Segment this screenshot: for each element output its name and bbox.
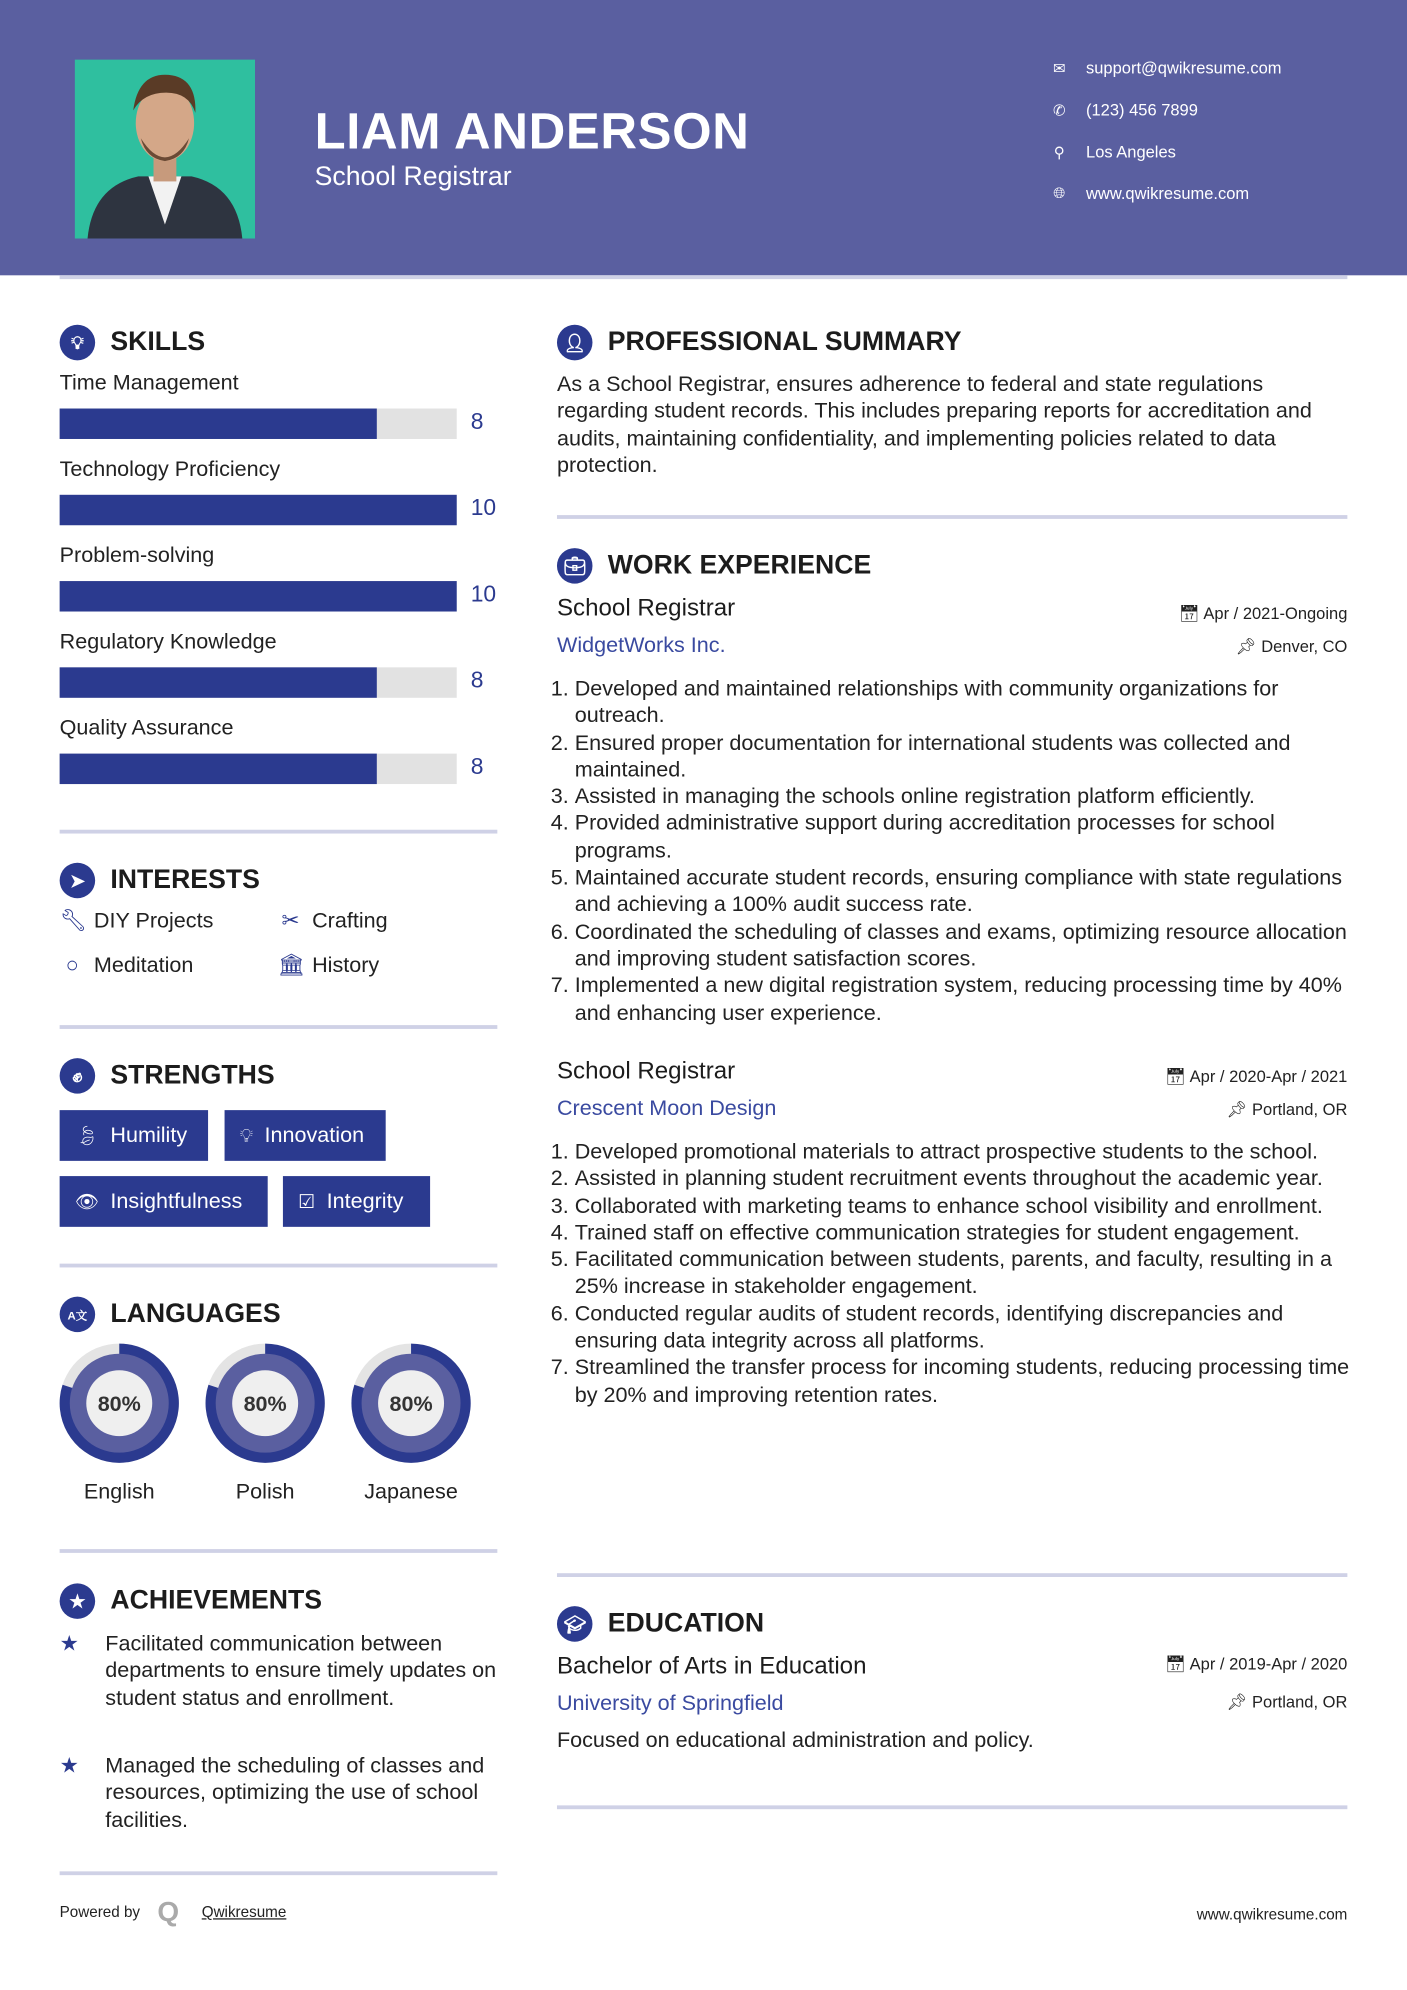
job-title: School Registrar — [556, 595, 736, 622]
education-location — [1226, 1692, 1347, 1712]
language-label: Japanese — [364, 1479, 458, 1504]
languages-heading-text: LANGUAGES — [110, 1299, 281, 1329]
section-divider — [60, 1549, 498, 1553]
strength-tag — [283, 1176, 430, 1227]
fist-icon: ✊︎ — [60, 1058, 96, 1094]
globe-icon: 🌐︎ — [1053, 183, 1066, 202]
duty-item: 5. Facilitated communication between students, parents, and faculty, resulting in a 25% increase in stakeholder engagement. — [575, 1246, 1368, 1300]
interest-label: Meditation — [93, 952, 194, 977]
dates-text: Apr / 2021-Ongoing — [1203, 603, 1348, 623]
achievements-heading — [60, 1583, 322, 1619]
language-ring — [202, 1340, 329, 1467]
interest-label: DIY Projects — [93, 908, 214, 933]
scissors-icon: ✂ — [281, 908, 300, 933]
strength-label: Humility — [110, 1122, 188, 1147]
skill-label: Time Management — [59, 370, 239, 395]
experience-heading — [557, 548, 871, 584]
skill-bar — [60, 495, 457, 525]
degree-title: Bachelor of Arts in Education — [556, 1653, 867, 1680]
qwikresume-logo-icon: Q — [157, 1895, 180, 1928]
skill-label: Quality Assurance — [59, 715, 234, 740]
achievements-heading-text: ACHIEVEMENTS — [110, 1585, 323, 1616]
duty-item: 2. Assisted in planning student recruitment events throughout the academic year. — [575, 1165, 1368, 1192]
dates-text: Apr / 2020-Apr / 2021 — [1189, 1066, 1348, 1087]
interest-item — [60, 953, 194, 978]
contact-website[interactable] — [1050, 184, 1249, 203]
strength-tag — [60, 1176, 268, 1227]
language-percent: 80% — [243, 1390, 287, 1416]
section-divider — [60, 1025, 498, 1029]
skill-bar — [60, 667, 457, 697]
strength-tag — [225, 1110, 386, 1161]
museum-icon: 🏛︎ — [277, 952, 306, 977]
eye-icon: 👁︎ — [74, 1191, 100, 1213]
achievement-text: Facilitated communication between departments to ensure timely updates on student status and enrollment. — [105, 1631, 497, 1710]
skills-heading — [60, 325, 205, 361]
education-heading — [557, 1606, 764, 1642]
skill-value: 10 — [470, 581, 497, 607]
interest-label: Crafting — [312, 908, 388, 933]
section-divider — [60, 830, 498, 834]
education-dates — [1165, 1654, 1347, 1674]
strengths-heading-text: STRENGTHS — [110, 1060, 275, 1090]
duty-item: 6. Coordinated the scheduling of classes and exams, optimizing resource allocation and improving student satisfaction scores. — [575, 918, 1368, 972]
contact-phone[interactable] — [1050, 100, 1197, 119]
email-text: support@qwikresume.com — [1086, 58, 1282, 78]
skill-bar — [60, 409, 457, 439]
summary-heading-text: PROFESSIONAL SUMMARY — [607, 327, 962, 357]
interest-item — [278, 953, 379, 978]
star-badge-icon: ★ — [60, 1583, 96, 1619]
briefcase-user-icon: 💼︎ — [557, 548, 593, 584]
pin-icon: 📌︎ — [1226, 1692, 1253, 1712]
duty-item: 3. Collaborated with marketing teams to enhance school visibility and enrollment. — [575, 1192, 1368, 1219]
skill-label: Problem-solving — [59, 543, 215, 568]
profile-photo — [75, 60, 255, 239]
summary-heading — [557, 325, 962, 361]
language-ring — [56, 1340, 183, 1467]
languages-heading — [60, 1297, 281, 1333]
calendar-icon: 📅︎ — [1178, 603, 1204, 623]
skill-bar — [60, 581, 457, 611]
skill-bar-fill — [60, 754, 378, 784]
experience-heading-text: WORK EXPERIENCE — [607, 550, 872, 580]
envelope-icon: ✉ — [1052, 58, 1066, 77]
section-divider — [557, 515, 1347, 519]
skill-bar-fill — [60, 581, 457, 611]
skill-value: 10 — [470, 494, 497, 521]
interests-heading-text: INTERESTS — [110, 865, 260, 895]
skill-bar-fill — [60, 495, 457, 525]
dates-text: Apr / 2019-Apr / 2020 — [1189, 1654, 1348, 1674]
skill-label: Regulatory Knowledge — [59, 629, 277, 654]
education-heading-text: EDUCATION — [607, 1608, 765, 1638]
language-label: English — [83, 1479, 155, 1504]
section-divider — [60, 1871, 498, 1875]
duty-item: 4. Provided administrative support during accreditation processes for school programs. — [575, 810, 1368, 864]
job-duties — [557, 675, 1368, 1026]
skill-label: Technology Proficiency — [59, 456, 281, 481]
qwikresume-link[interactable]: Qwikresume — [201, 1903, 287, 1921]
graduate-icon: 🎓︎ — [557, 1606, 593, 1642]
candidate-name: LIAM ANDERSON — [314, 104, 750, 160]
header-divider — [60, 275, 1348, 279]
circle-icon: ○ — [65, 952, 79, 977]
duty-item: 5. Maintained accurate student records, ensuring compliance with state regulations and achieving a 100% audit success rate. — [575, 864, 1368, 918]
job-dates — [1179, 604, 1348, 624]
translate-icon: A文 — [60, 1297, 96, 1333]
interests-heading — [60, 863, 260, 899]
strength-label: Innovation — [264, 1122, 365, 1147]
footer-website[interactable]: www.qwikresume.com — [1196, 1905, 1348, 1924]
wrench-icon: 🔧︎ — [59, 908, 88, 933]
leaf-icon: 🍃︎ — [74, 1125, 100, 1147]
skills-heading-text: SKILLS — [110, 327, 206, 357]
calendar-icon: 📅︎ — [1165, 1654, 1190, 1674]
interest-label: History — [312, 952, 380, 977]
duty-item: 2. Ensured proper documentation for international students was collected and maintained. — [575, 729, 1368, 783]
checkbox-icon: ☑ — [298, 1191, 316, 1213]
user-icon: 👤︎ — [557, 325, 593, 361]
duty-item: 6. Conducted regular audits of student records, identifying discrepancies and ensuring data integrity across all platforms. — [575, 1300, 1368, 1354]
achievement-item — [60, 1752, 498, 1833]
calendar-icon: 📅︎ — [1165, 1066, 1190, 1087]
achievement-text: Managed the scheduling of classes and resources, optimizing the use of school facilities. — [105, 1753, 485, 1832]
map-pin-icon: ⚲ — [1053, 142, 1065, 161]
language-label: Polish — [235, 1479, 295, 1504]
skill-value: 8 — [470, 408, 484, 434]
strengths-heading — [60, 1058, 275, 1094]
duty-item: 1. Developed and maintained relationships with community organizations for outreach. — [575, 675, 1368, 729]
paper-plane-icon: ➤ — [60, 863, 96, 899]
job-location — [1236, 637, 1348, 657]
duty-item: 3. Assisted in managing the schools online registration platform efficiently. — [575, 783, 1368, 810]
section-divider — [557, 1805, 1347, 1809]
company-name: Crescent Moon Design — [556, 1096, 777, 1121]
skill-value: 8 — [470, 667, 484, 693]
contact-location — [1050, 142, 1175, 161]
company-name: WidgetWorks Inc. — [556, 633, 726, 658]
skill-bar-fill — [60, 409, 378, 439]
school-name: University of Springfield — [556, 1691, 784, 1716]
skill-bar-fill — [60, 667, 378, 697]
skill-value: 8 — [470, 753, 484, 779]
job-duties — [557, 1138, 1368, 1408]
language-percent: 80% — [97, 1390, 141, 1416]
powered-by-label: Powered by — [59, 1903, 141, 1921]
duty-item: 4. Trained staff on effective communication strategies for student engagement. — [575, 1219, 1368, 1246]
job-title: School Registrar — [556, 1058, 736, 1085]
website-text: www.qwikresume.com — [1086, 183, 1250, 203]
lightbulb-icon: 💡︎ — [60, 325, 96, 361]
candidate-title: School Registrar — [314, 162, 512, 192]
shooting-star-icon: ★ — [59, 1631, 79, 1656]
interest-item — [278, 908, 388, 933]
location-text: Denver, CO — [1261, 636, 1348, 656]
phone-icon: ✆ — [1052, 100, 1066, 119]
language-ring — [348, 1340, 475, 1467]
pin-icon: 📌︎ — [1226, 1099, 1253, 1120]
section-divider — [557, 1573, 1347, 1577]
strength-label: Insightfulness — [110, 1188, 243, 1213]
achievement-item — [60, 1630, 498, 1711]
job-location — [1226, 1100, 1347, 1120]
skill-bar — [60, 754, 457, 784]
interest-item — [60, 908, 214, 933]
language-percent: 80% — [389, 1390, 433, 1416]
summary-text: As a School Registrar, ensures adherence to federal and state regulations regarding student records. This includes preparing reports for accreditation and audits, maintaining confidentiality, and implementing policies related to data protection. — [556, 371, 1312, 477]
section-divider — [60, 1264, 498, 1268]
location-text: Portland, OR — [1252, 1692, 1348, 1712]
header-banner — [0, 0, 1407, 275]
shooting-star-icon: ★ — [59, 1753, 79, 1778]
strength-tag — [60, 1110, 208, 1161]
duty-item: 1. Developed promotional materials to attract prospective students to the school. — [575, 1138, 1368, 1165]
pin-icon: 📌︎ — [1235, 636, 1262, 656]
phone-text: (123) 456 7899 — [1086, 100, 1198, 120]
lightbulb-icon: 💡︎ — [239, 1124, 254, 1147]
job-dates — [1165, 1067, 1347, 1087]
education-description: Focused on educational administration and policy. — [556, 1727, 1034, 1753]
duty-item: 7. Implemented a new digital registration system, reducing processing time by 40% and enhancing user experience. — [575, 972, 1368, 1026]
strength-label: Integrity — [326, 1188, 404, 1213]
location-text: Los Angeles — [1086, 142, 1176, 162]
duty-item: 7. Streamlined the transfer process for incoming students, reducing processing time by 20% and improving retention rates. — [575, 1354, 1368, 1408]
contact-email[interactable] — [1050, 58, 1281, 77]
location-text: Portland, OR — [1252, 1099, 1348, 1120]
